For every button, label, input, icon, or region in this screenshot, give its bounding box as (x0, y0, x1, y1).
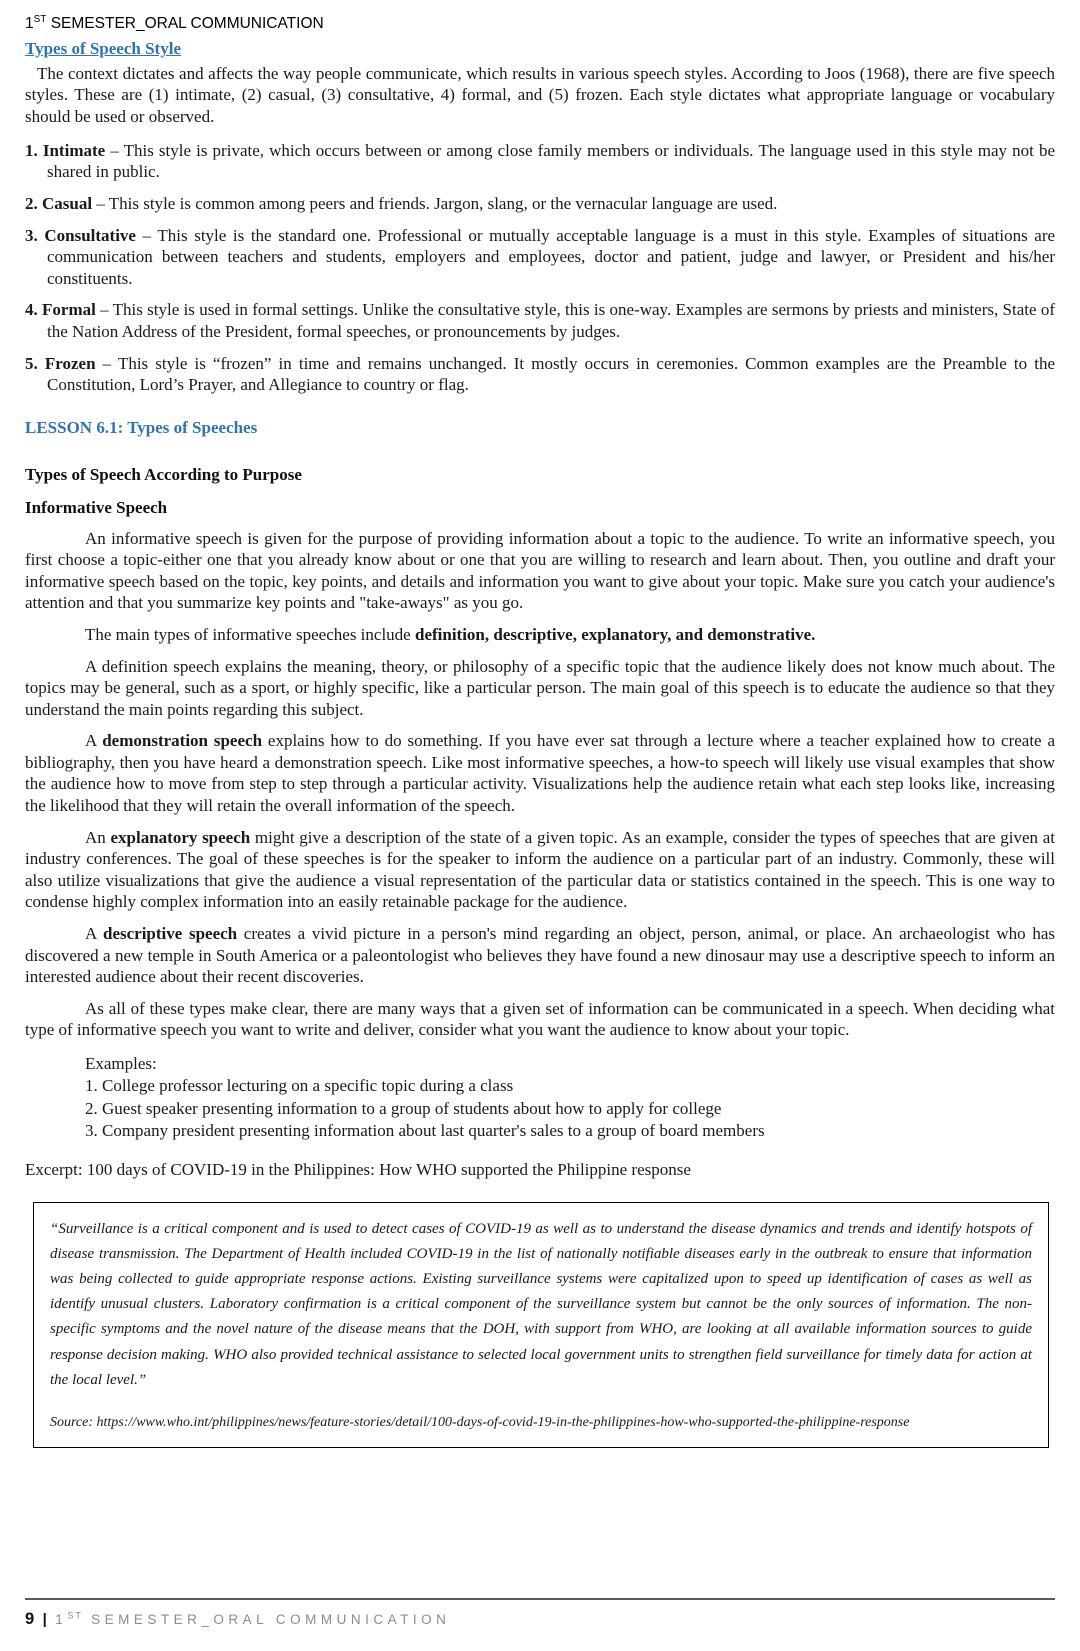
footer-divider: | (42, 1611, 47, 1628)
footer-title (55, 1612, 450, 1627)
page-footer (25, 1598, 1055, 1629)
example-item-2: 2. Guest speaker presenting information to a group of students about how to apply for college (85, 1098, 722, 1118)
footer-title-rest: SEMESTER_ORAL COMMUNICATION (82, 1612, 451, 1627)
explanatory-speech-paragraph (25, 827, 1055, 913)
item-text: – This style is “frozen” in time and remains unchanged. It mostly occurs in ceremonies. Common examples are the Preamble to the Constitution, Lord’s Prayer, and Allegiance to country or flag. (47, 353, 1055, 395)
paragraph-text: A definition speech explains the meaning, theory, or philosophy of a specific topic that the audience likely does not know much about. The topics may be general, such as a sport, or highly specific, like a particular person. The main goal of this speech is to educate the audience so that they understand the main points regarding this subject. (25, 656, 1055, 719)
footer-title-num: 1 (55, 1612, 68, 1627)
item-text: – This style is common among peers and friends. Jargon, slang, or the vernacular language are used. (96, 194, 778, 214)
item-term: Consultative (44, 225, 136, 245)
lesson-heading: LESSON 6.1: Types of Speeches (25, 417, 258, 437)
item-term: Frozen (44, 353, 96, 373)
examples-label: Examples: (85, 1053, 157, 1073)
speech-styles-list (25, 140, 1055, 396)
informative-speech-heading: Informative Speech (25, 497, 168, 517)
bold-term: definition, descriptive, explanatory, and demonstrative. (414, 625, 816, 644)
item-term: Formal (42, 300, 96, 320)
paragraph-text: As all of these types make clear, there are many ways that a given set of information can be communicated in a speech. When deciding what type of informative speech you want to write and deliver, consider what you want the audience to know about your topic. (25, 998, 1055, 1040)
excerpt-quote-box (33, 1202, 1049, 1448)
footer-page-number: 9 (25, 1610, 35, 1628)
footer-title-sup: ST (67, 1610, 83, 1621)
paragraph-text: explains how to do something. If you have ever sat through a lecture where a teacher explained how to create a bibliography, then you have heard a demonstration speech. Like most informative speeches, a how-to speech will likely use visual examples that show the audience how to move from step to step through a particular activity. Visualizations help the audience retain what each step looks like, increasing the likelihood that they will retain the overall information of the speech. (25, 731, 1055, 816)
paragraph-text: The main types of informative speeches include (85, 625, 415, 644)
bold-term: demonstration speech (102, 731, 263, 751)
example-item-1: 1. College professor lecturing on a specific topic during a class (85, 1076, 514, 1096)
speech-style-item-formal (25, 299, 1055, 342)
demonstration-speech-paragraph (25, 730, 1055, 816)
quote-text: “Surveillance is a critical component and is used to detect cases of COVID-19 as well as to understand the disease dynamics and trends and identify hotspots of disease transmission. The Department of Health included COVID-19 in the list of nationally notifiable diseases early in the outbreak to ensure that information was being collected to guide appropriate response actions. Existing surveillance systems were capitalized upon to speed up identification of cases as well as identify unusual clusters. Laboratory confirmation is a critical component of the surveillance system but cannot be the only sources of information. The non-specific symptoms and the novel nature of the disease means that the DOH, with support from WHO, are looking at all available information sources to guide response decision making. WHO also provided technical assistance to selected local government units to strengthen field surveillance for timely data for action at the local level.” (50, 1220, 1032, 1388)
speech-style-item-casual (25, 193, 1055, 215)
item-number: 2. (25, 194, 38, 214)
examples-block (85, 1053, 1055, 1143)
item-term: Intimate (42, 140, 106, 160)
bold-term: explanatory speech (110, 827, 251, 847)
intro-paragraph: The context dictates and affects the way people communicate, which results in various speech styles. According to Joos (1968), there are five speech styles. These are (1) intimate, (2) casual, (3) consultative, 4) formal, and (5) frozen. Each style dictates what appropriate language or vocabulary should be used or observed. (25, 64, 1055, 126)
types-of-speech-style-link[interactable]: Types of Speech Style (25, 39, 181, 59)
document-title-sup: ST (33, 14, 47, 25)
speech-style-item-frozen (25, 353, 1055, 396)
definition-speech-paragraph (25, 656, 1055, 721)
document-title (25, 14, 1055, 33)
paragraph-text: A (85, 923, 103, 943)
speech-style-item-intimate (25, 140, 1055, 183)
speech-style-item-consultative (25, 225, 1055, 290)
paragraph-text: A (85, 731, 103, 751)
paragraph-text: An (85, 827, 111, 847)
item-text: – This style is the standard one. Professional or mutually acceptable language is a must in this style. Examples of situations are communication between teachers and students, employers and employees, doctor and patient, judge and lawyer, or President and his/her constituents. (47, 225, 1056, 288)
document-title-rest: SEMESTER_ORAL COMMUNICATION (46, 15, 324, 33)
closing-paragraph (25, 998, 1055, 1041)
paragraph-text: might give a description of the state of a given topic. As an example, consider the types of speeches that are given at industry conferences. The goal of these speeches is for the speaker to inform the audience on a particular part of an industry. Commonly, these will also utilize visualizations that give the audience a visual representation of the particular data or statistics contained in the speech. This is one way to condense highly complex information into an easily retainable package for the audience. (25, 827, 1055, 912)
item-number: 1. (25, 140, 38, 160)
informative-paragraph-1 (25, 528, 1055, 614)
item-number: 4. (25, 300, 38, 320)
paragraph-text: creates a vivid picture in a person's mind regarding an object, person, animal, or place. An archaeologist who has discovered a new temple in South America or a paleontologist who believes they have found a new dinosaur may use a descriptive speech to inform an interested audience about their recent discoveries. (25, 923, 1055, 987)
descriptive-speech-paragraph (25, 923, 1055, 988)
item-term: Casual (42, 194, 93, 214)
item-number: 3. (25, 225, 38, 245)
document-title-num: 1 (25, 15, 34, 33)
item-text: – This style is used in formal settings. Unlike the consultative style, this is one-way. Examples are sermons by priests and ministers, State of the Nation Address of the President, formal speeches, or pronouncements by judges. (47, 300, 1055, 341)
quote-source: Source: https://www.who.int/philippines/news/feature-stories/detail/100-days-of-covid-19-in-the-philippines-how-who-supported-the-philippine-response (50, 1414, 910, 1430)
paragraph-text: An informative speech is given for the purpose of providing information about a topic to the audience. To write an informative speech, you first choose a topic-either one that you already know about or one that you are willing to research and learn about. Then, you outline and draft your informative speech based on the topic, key points, and details and information you want to give about your topic. Make sure you catch your audience's attention and that you summarize key points and "take-aways" as you go. (25, 528, 1055, 613)
item-number: 5. (25, 353, 38, 373)
informative-paragraph-2 (25, 624, 1055, 646)
bold-term: descriptive speech (103, 923, 238, 943)
purpose-heading: Types of Speech According to Purpose (25, 464, 302, 484)
item-text: – This style is private, which occurs between or among close family members or individuals. The language used in this style may not be shared in public. (47, 140, 1056, 182)
example-item-3: 3. Company president presenting information about last quarter's sales to a group of board members (85, 1121, 765, 1141)
excerpt-caption: Excerpt: 100 days of COVID-19 in the Philippines: How WHO supported the Philippine response (25, 1159, 691, 1179)
